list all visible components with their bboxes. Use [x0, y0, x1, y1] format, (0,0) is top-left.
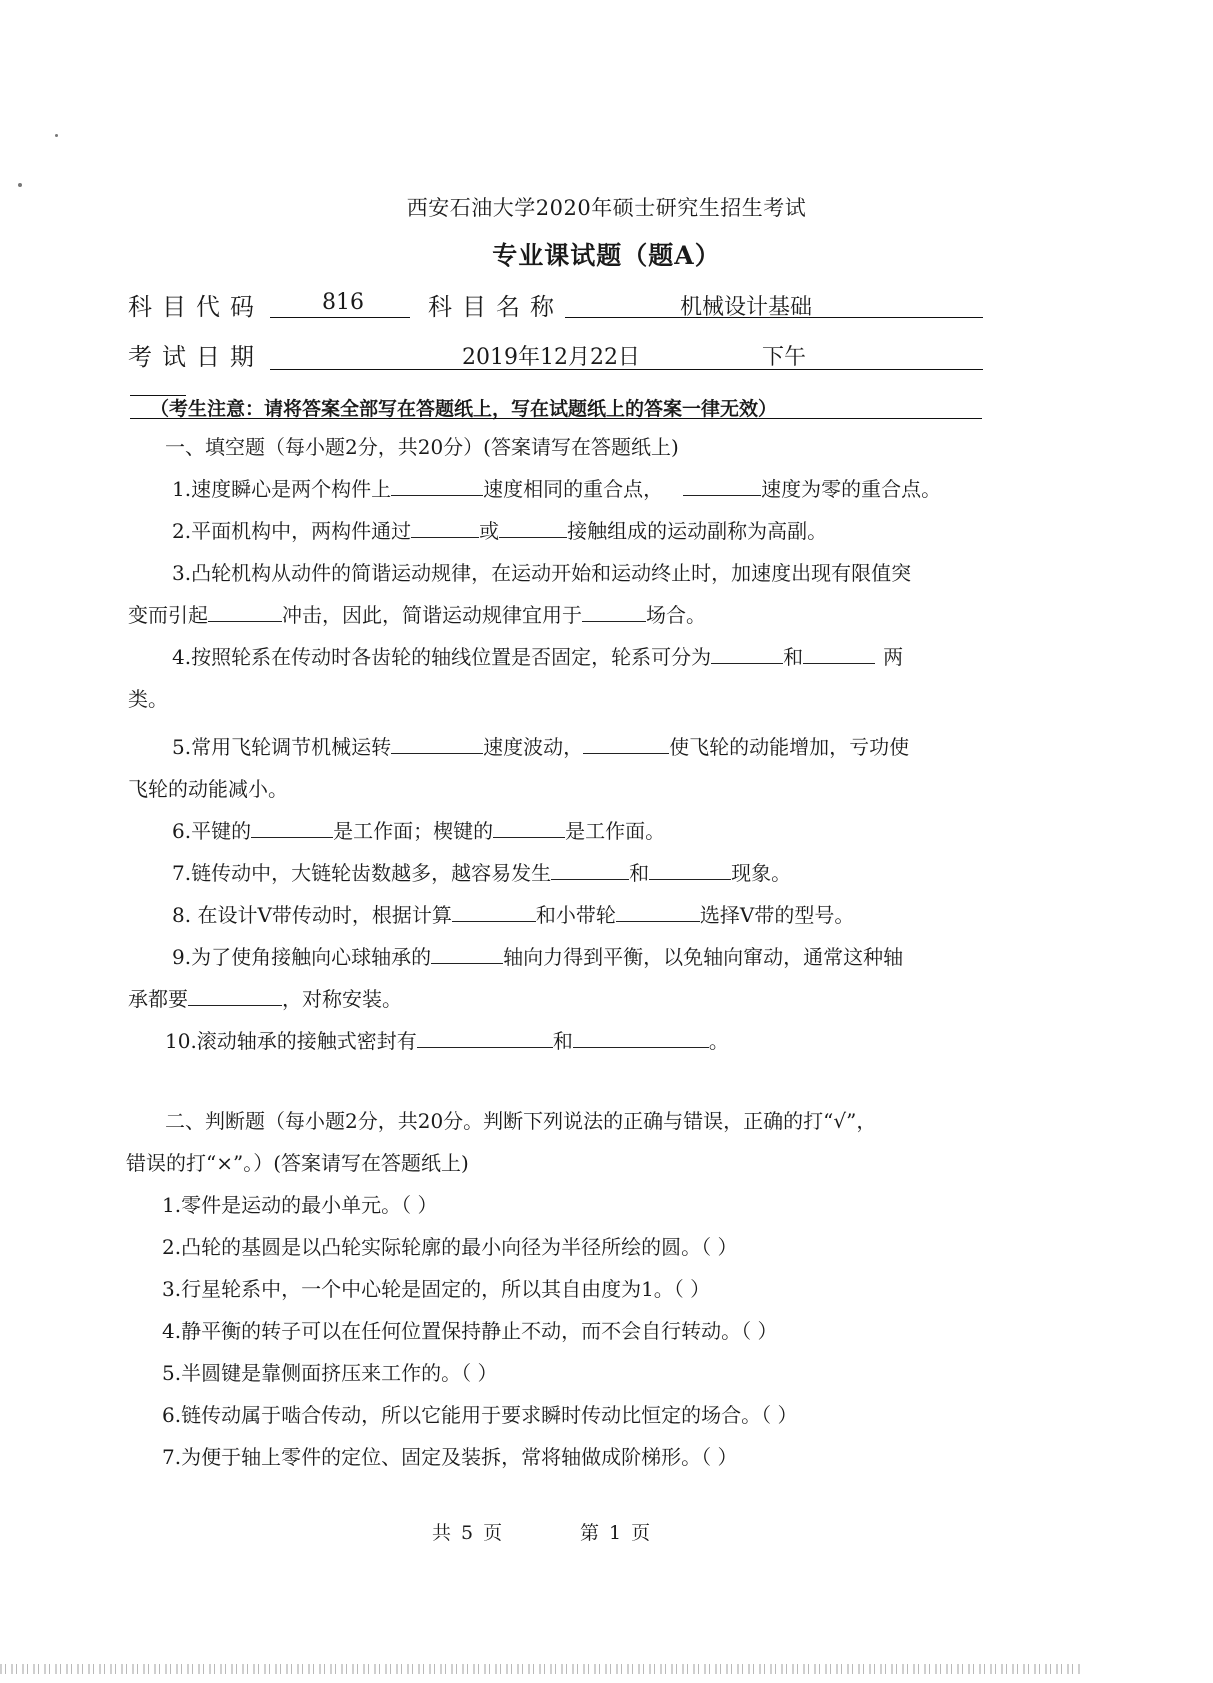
q-text: 选择V带的型号。: [699, 903, 855, 927]
subject-name-value: 机械设计基础: [680, 295, 813, 320]
question-1-6: [172, 815, 665, 844]
question-1-8: [172, 899, 854, 928]
q-text: 速度为零的重合点。: [761, 477, 942, 501]
judge-item-7: 7.为便于轴上零件的定位、固定及装拆，常将轴做成阶梯形。（ ）: [162, 1445, 738, 1469]
answer-blank: [583, 735, 669, 754]
answer-blank: [251, 819, 333, 838]
q-text: 5.常用飞轮调节机械运转: [172, 735, 392, 759]
question-1-10: [165, 1025, 729, 1054]
question-1-9: [172, 941, 903, 970]
answer-blank: [391, 735, 483, 754]
judge-item-6: 6.链传动属于啮合传动，所以它能用于要求瞬时传动比恒定的场合。（ ）: [162, 1403, 798, 1427]
q-text: 8. 在设计V带传动时，根据计算: [172, 903, 452, 927]
answer-blank: [499, 519, 567, 538]
answer-blank: [683, 477, 761, 496]
q-text: 。: [708, 1029, 729, 1053]
answer-blank: [411, 519, 479, 538]
answer-blank: [551, 861, 629, 880]
q-text: 轴向力得到平衡，以免轴向窜动，通常这种轴: [503, 945, 904, 969]
q-text: 7.链传动中，大链轮齿数越多，越容易发生: [172, 861, 552, 885]
answer-blank: [649, 861, 731, 880]
q-text: 或: [479, 519, 500, 543]
scan-speck: [55, 134, 58, 137]
section-1-heading: 一、填空题（每小题2分，共20分）(答案请写在答题纸上): [165, 435, 679, 459]
exam-session-value: 下午: [762, 345, 807, 370]
scan-artifact-strip: [0, 1664, 1080, 1674]
q-text: 接触组成的运动副称为高副。: [567, 519, 828, 543]
judge-item-5: 5.半圆键是靠侧面挤压来工作的。（ ）: [162, 1361, 498, 1385]
question-1-7: [172, 857, 791, 886]
answer-blank: [582, 603, 646, 622]
answer-blank: [431, 945, 503, 964]
q-text: ，对称安装。: [282, 987, 402, 1011]
subject-code-label: 科目代码: [128, 293, 264, 321]
q-text: 变而引起: [128, 603, 208, 627]
q-text: 使飞轮的动能增加，亏功使: [669, 735, 910, 759]
answer-blank: [208, 603, 282, 622]
q-text: 是工作面；楔键的: [333, 819, 494, 843]
q-text: 1.速度瞬心是两个构件上: [172, 477, 392, 501]
q-text: 4.按照轮系在传动时各齿轮的轴线位置是否固定，轮系可分为: [172, 645, 712, 669]
q-text: 场合。: [646, 603, 706, 627]
question-1-3-line2: [128, 599, 706, 628]
q-text: 和小带轮: [535, 903, 616, 927]
answer-blank: [803, 645, 875, 664]
judge-item-1: 1.零件是运动的最小单元。（ ）: [162, 1193, 438, 1217]
subject-name-label: 科目名称: [428, 293, 564, 321]
answer-blank: [493, 819, 565, 838]
q-text: 9.为了使角接触向心球轴承的: [172, 945, 432, 969]
judge-item-4: 4.静平衡的转子可以在任何位置保持静止不动，而不会自行转动。（ ）: [162, 1319, 778, 1343]
q-text: 2.平面机构中，两构件通过: [172, 519, 412, 543]
q-text: 10.滚动轴承的接触式密封有: [165, 1029, 417, 1053]
q-text: 承都要: [128, 987, 188, 1011]
q-text: 两: [883, 645, 904, 669]
judge-item-2: 2.凸轮的基圆是以凸轮实际轮廓的最小向径为半径所绘的圆。（ ）: [162, 1235, 738, 1259]
page-total: 共 5 页: [432, 1522, 505, 1544]
q-text: 现象。: [731, 861, 792, 885]
answer-blank: [391, 477, 483, 496]
answer-blank: [188, 987, 282, 1006]
question-1-5-line2: 飞轮的动能减小。: [128, 777, 288, 801]
q-text: 6.平键的: [172, 819, 252, 843]
q-text: 和: [552, 1029, 573, 1053]
question-1-9-line2: [128, 983, 402, 1012]
q-text: 是工作面。: [565, 819, 666, 843]
subject-code-value: 816: [322, 290, 364, 315]
question-1-1: [172, 473, 941, 502]
answer-blank: [452, 903, 536, 922]
page-current: 第 1 页: [580, 1522, 653, 1544]
section-2-heading-line2: 错误的打“×”。）(答案请写在答题纸上): [126, 1151, 469, 1175]
question-1-5: [172, 731, 909, 760]
q-text: 冲击，因此，简谐运动规律宜用于: [282, 603, 582, 627]
question-1-4: [172, 641, 903, 670]
notice-rule: [130, 418, 982, 419]
subject-code-line: [270, 317, 410, 318]
answer-blank: [711, 645, 783, 664]
exam-subtitle: 专业课试题（题A）: [492, 241, 721, 270]
judge-item-3: 3.行星轮系中，一个中心轮是固定的，所以其自由度为1。（ ）: [162, 1277, 711, 1301]
question-1-3-line1: 3.凸轮机构从动件的简谐运动规律，在运动开始和运动终止时，加速度出现有限值突: [172, 561, 912, 585]
question-1-2: [172, 515, 827, 544]
q-text: 和: [783, 645, 804, 669]
exam-date-value: 2019年12月22日: [462, 345, 640, 370]
q-text: 和: [629, 861, 650, 885]
answer-blank: [616, 903, 700, 922]
q-text: 速度相同的重合点，: [483, 477, 664, 501]
scan-speck: [18, 183, 22, 187]
question-1-4-line2: 类。: [128, 687, 168, 711]
answer-blank: [417, 1029, 553, 1048]
exam-date-label: 考试日期: [128, 343, 264, 371]
section-2-heading-line1: 二、判断题（每小题2分，共20分。判断下列说法的正确与错误，正确的打“√”，: [165, 1109, 877, 1133]
answer-blank: [573, 1029, 709, 1048]
exam-title: 西安石油大学2020年硕士研究生招生考试: [406, 196, 807, 220]
q-text: 速度波动，: [483, 735, 584, 759]
exam-notice: （考生注意：请将答案全部写在答题纸上，写在试题纸上的答案一律无效）: [150, 398, 778, 420]
